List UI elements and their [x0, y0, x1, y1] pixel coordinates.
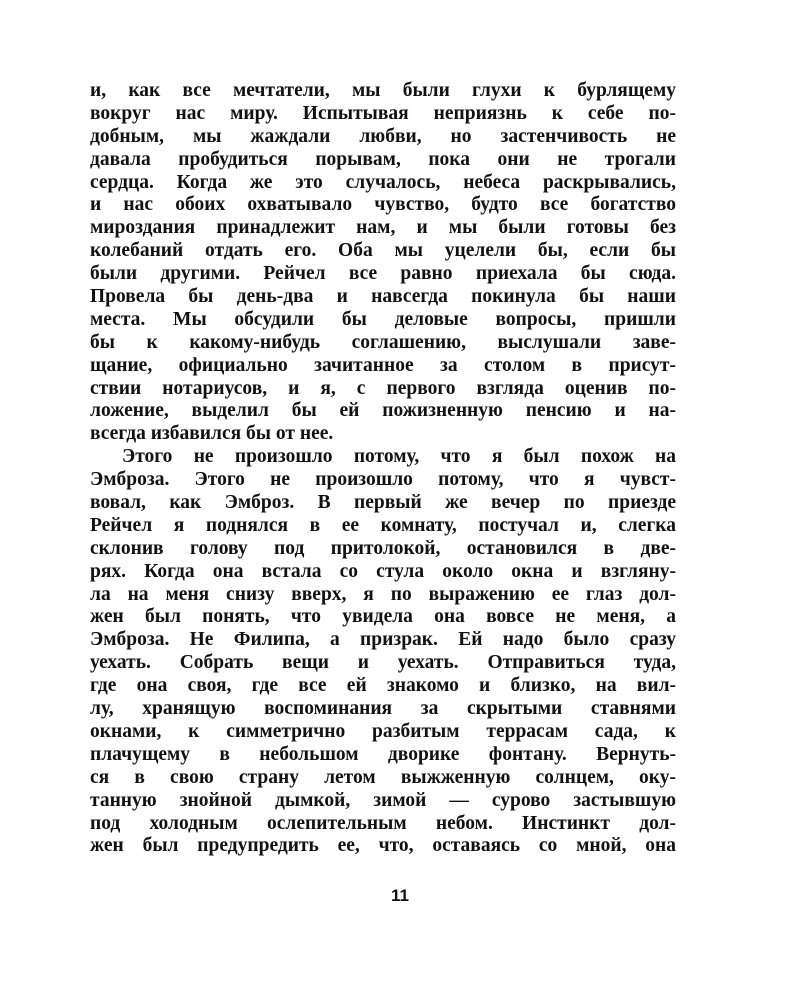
text-line: вовал, как Эмброз. В первый же вечер по приезде: [90, 492, 676, 514]
text-line: Провела бы день-два и навсегда покинула бы наши: [90, 286, 676, 308]
text-line: ложение, выделил бы ей пожизненную пенсию и на-: [90, 400, 676, 422]
text-line: сердца. Когда же это случалось, небеса раскрывались,: [90, 171, 676, 193]
text-line: танную знойной дымкой, зимой — сурово застывшую: [90, 789, 676, 811]
text-line: добным, мы жаждали любви, но застенчивость не: [90, 125, 676, 147]
text-line: Этого не произошло потому, что я был похож на: [122, 446, 676, 468]
text-line: были другими. Рейчел все равно приехала бы сюда.: [90, 263, 676, 285]
text-line: ствии нотариусов, и я, с первого взгляда оценив по-: [90, 377, 676, 399]
text-line: Эмброза. Не Филипа, а призрак. Ей надо было сразу: [90, 629, 676, 651]
text-line: ла на меня снизу вверх, я по выражению ее глаз дол-: [90, 583, 676, 605]
text-line: ся в свою страну летом выжженную солнцем, оку-: [90, 766, 676, 788]
page-number: 11: [391, 886, 409, 905]
text-line: места. Мы обсудили бы деловые вопросы, пришли: [90, 308, 676, 330]
text-line: давала пробудиться порывам, пока они не трогали: [90, 148, 676, 170]
text-line: Эмброза. Этого не произошло потому, что я чувст-: [90, 469, 676, 491]
text-line: мироздания принадлежит нам, и мы были готовы без: [90, 217, 676, 239]
text-line: где она своя, где все ей знакомо и близко, на вил-: [90, 675, 676, 697]
text-line: жен был понять, что увидела она вовсе не меня, а: [90, 606, 676, 628]
text-line: склонив голову под притолокой, остановился в две-: [90, 537, 676, 559]
text-line: бы к какому-нибудь соглашению, выслушали заве-: [90, 331, 676, 353]
text-line: щание, официально зачитанное за столом в присут-: [90, 354, 676, 376]
text-line: и, как все мечтатели, мы были глухи к бурлящему: [90, 80, 676, 101]
text-line: Рейчел я поднялся в ее комнату, постучал и, слегка: [90, 514, 676, 536]
text-line: вокруг нас миру. Испытывая неприязнь к себе по-: [90, 102, 676, 124]
text-line: и нас обоих охватывало чувство, будто все богатство: [90, 194, 676, 216]
text-line: жен был предупредить ее, что, оставаясь со мной, она: [90, 835, 676, 857]
text-line: под холодным ослепительным небом. Инстинкт дол-: [90, 812, 676, 834]
text-line: уехать. Собрать вещи и уехать. Отправиться туда,: [90, 652, 676, 674]
text-line: колебаний отдать его. Оба мы уцелели бы, если бы: [90, 240, 676, 262]
body-text: [90, 80, 676, 858]
text-line: окнами, к симметрично разбитым террасам сада, к: [90, 720, 676, 742]
text-line: лу, хранящую воспоминания за скрытыми ставнями: [90, 698, 676, 720]
text-line: рях. Когда она встала со стула около окна и взгляну-: [90, 560, 676, 582]
text-line: плачущему в небольшом дворике фонтану. Вернуть-: [90, 743, 676, 765]
text-line: всегда избавился бы от нее.: [90, 423, 334, 445]
